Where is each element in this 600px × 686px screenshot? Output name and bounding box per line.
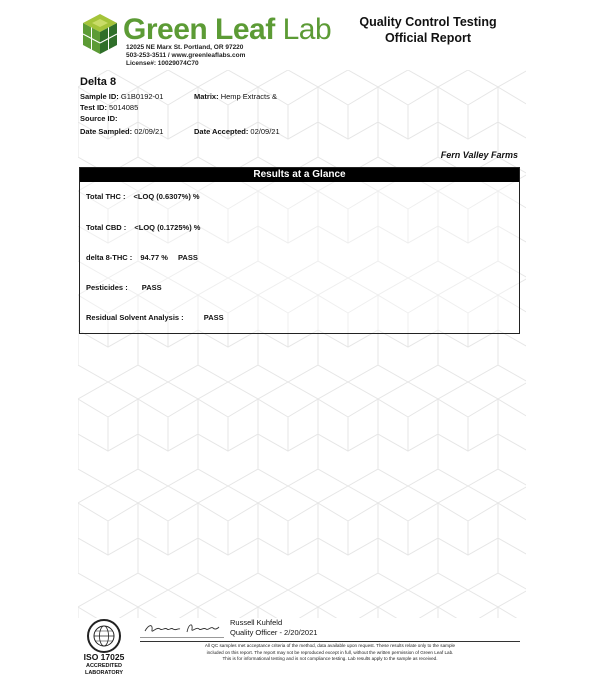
source-id-row [80,114,118,123]
result-label: Total THC : [86,192,126,201]
iso-accredited: ACCREDITED [85,663,123,669]
sample-id-row [80,92,163,101]
report-title-line1: Quality Control Testing [359,15,497,29]
result-row-total-thc [86,192,200,201]
source-id-label: Source ID: [80,114,118,123]
date-sampled-label: Date Sampled: [80,127,133,136]
date-sampled-value: 02/09/21 [134,127,164,136]
result-row-total-cbd [86,223,200,232]
lab-address: 12025 NE Marx St. Portland, OR 97220 [126,44,244,51]
officer-name: Russell Kuhfeld [230,618,283,627]
iso-number: ISO 17025 [83,652,125,662]
result-value: 94.77 % [140,253,168,262]
disclaimer-line: included on this report. The report may not be reproduced except in full, without the written permission of Green Leaf Lab. [206,649,454,655]
matrix-value: Hemp Extracts & [220,92,277,101]
iso-17025-accreditation-seal [80,618,128,676]
report-title-line2: Official Report [384,31,472,45]
report-title [340,14,516,46]
result-row-pesticides [86,283,162,292]
result-label: Total CBD : [86,223,127,232]
result-status: PASS [177,253,198,262]
date-accepted-label: Date Accepted: [194,127,249,136]
logo-word-lab: Lab [282,13,332,46]
leaf-cube-logo-icon [80,12,120,56]
result-row-residual-solvents [86,313,224,322]
disclaimer-text [140,643,520,663]
product-name: Delta 8 [80,76,117,88]
test-id-value: 5014085 [109,103,139,112]
test-id-row [80,103,138,112]
iso-laboratory: LABORATORY [84,670,124,676]
logo-word-green-leaf: Green Leaf [123,13,275,46]
result-value: <LOQ (0.6307%) % [133,192,200,201]
result-label: Pesticides : [86,283,128,292]
officer-title-date: Quality Officer - 2/20/2021 [230,628,318,637]
lab-license: License#: 10029074C70 [126,60,199,67]
lab-phone-website: 503-253-3511 / www.greenleaflabs.com [126,52,246,59]
sample-id-value: G1B0192-01 [120,92,164,101]
matrix-label: Matrix: [194,92,219,101]
date-accepted-value: 02/09/21 [250,127,280,136]
results-at-a-glance-panel [79,167,520,334]
disclaimer-line: All QC samples met acceptance criteria of the method, data available upon request. These results relate only to the sample [204,643,456,648]
result-row-delta8-thc [86,253,198,262]
date-accepted-row [194,127,280,136]
lab-contact-block [126,44,245,68]
footer-divider [140,641,520,642]
result-label: delta 8-THC : [86,253,133,262]
signature-line [140,637,224,638]
officer-signature [143,620,221,636]
client-name: Fern Valley Farms [440,150,518,160]
result-value: <LOQ (0.1725%) % [134,223,201,232]
result-status: PASS [203,313,224,322]
sample-id-label: Sample ID: [80,92,119,101]
test-id-label: Test ID: [80,103,107,112]
quality-officer-block [230,618,317,638]
date-sampled-row [80,127,163,136]
result-label: Residual Solvent Analysis : [86,313,184,322]
matrix-row [194,92,277,101]
results-title: Results at a Glance [80,168,519,182]
result-status: PASS [141,283,162,292]
disclaimer-line: This is for informational testing and is not compliance testing. Lab results apply to the sample as received. [222,656,438,661]
logo-wordmark [123,15,331,45]
